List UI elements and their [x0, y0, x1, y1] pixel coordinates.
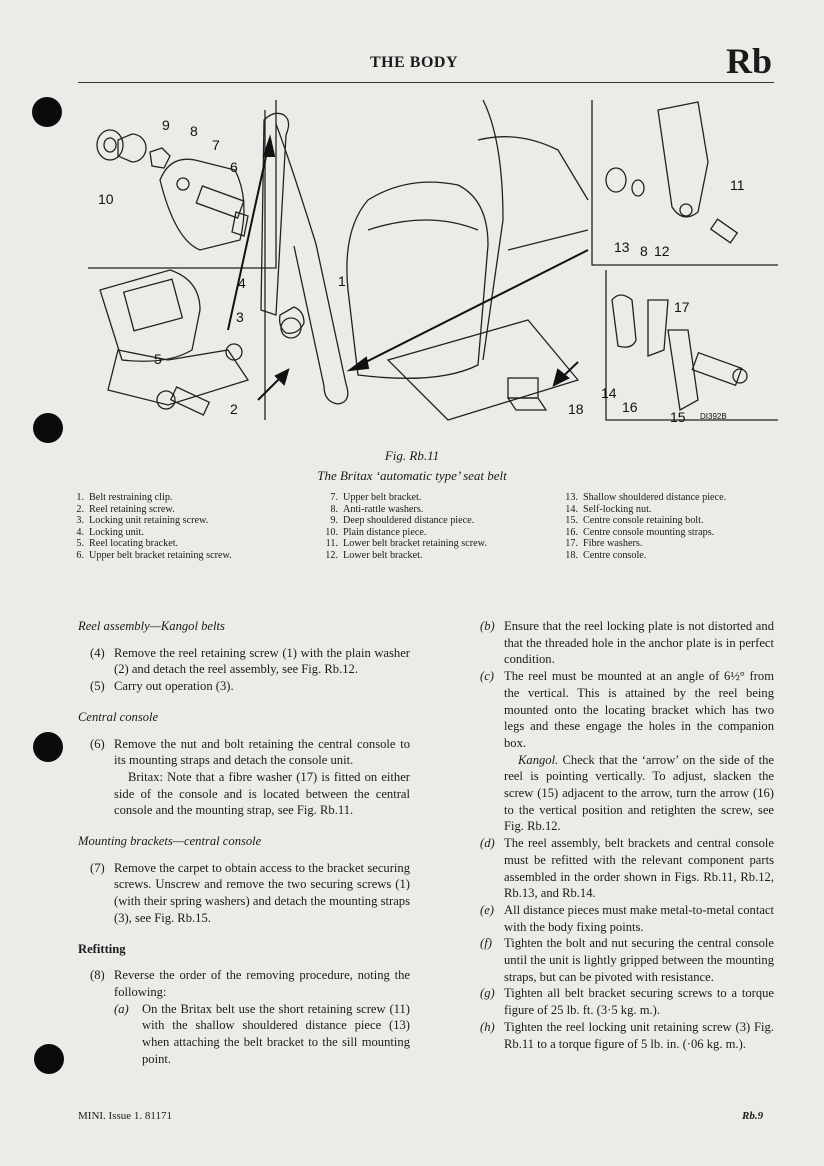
- operation-6-note: Britax: Note that a fibre washer (17) is fitted on either side of the console and is located between the central console and the mounting strap, see Fig. Rb.11.: [114, 769, 410, 818]
- callout-1: 1: [338, 273, 346, 289]
- section-heading: Mounting brackets—central console: [78, 834, 262, 849]
- legend-col-1: [60, 492, 232, 562]
- callout-6: 6: [230, 159, 238, 175]
- operation-5: (5) Carry out operation (3).: [90, 679, 234, 694]
- text-column-right: [480, 618, 774, 1052]
- operation-6: (6) Remove the nut and bolt retaining the central console to its mounting straps and detach the console unit.: [90, 736, 410, 768]
- section-heading: Reel assembly—Kangol belts: [78, 619, 225, 633]
- page-number: Rb.9: [742, 1110, 764, 1122]
- legend-item: 4. Locking unit.: [76, 526, 144, 538]
- callout-16: 16: [622, 399, 638, 415]
- operation-8: (8) Reverse the order of the removing procedure, noting the following:: [90, 968, 410, 999]
- step-g: (g) Tighten all belt bracket securing screws to a torque figure of 25 lb. ft. (3·5 kg. m.).: [480, 986, 774, 1018]
- legend-item: 7. Upper belt bracket.: [330, 492, 422, 503]
- legend-item: 12. Lower belt bracket.: [325, 549, 423, 561]
- step-d: (d) The reel assembly, belt brackets and central console must be refitted with the relevant component parts assembled in the order shown in Figs. Rb.11, Rb.12, Rb.13, and Rb.14.: [480, 836, 774, 901]
- step-b: (b) Ensure that the reel locking plate is not distorted and that the threaded hole in the anchor plate is in perfect condition.: [480, 619, 774, 667]
- legend-col-3: [554, 492, 726, 562]
- step-f: (f) Tighten the bolt and nut securing the central console until the unit is lightly gripped between the mounting straps, but can be pivoted with resistance.: [480, 936, 774, 984]
- binder-hole: [32, 97, 62, 127]
- callout-17: 17: [674, 299, 690, 315]
- callout-11: 11: [730, 177, 745, 193]
- legend-item: 8. Anti-rattle washers.: [330, 503, 424, 515]
- legend-item: 5. Reel locating bracket.: [76, 538, 179, 550]
- callout-18: 18: [568, 401, 584, 417]
- section-heading: Central console: [78, 709, 159, 724]
- callout-15: 15: [670, 409, 686, 425]
- step-e: (e) All distance pieces must make metal-to-metal contact with the body fixing points.: [480, 902, 774, 934]
- step-h: (h) Tighten the reel locking unit retaining screw (3) Fig. Rb.11 to a torque figure of 5 lb. in. (·06 kg. m.).: [480, 1019, 774, 1051]
- operation-4: (4) Remove the reel retaining screw (1) with the plain washer (2) and detach the reel assembly, see Fig. Rb.12.: [90, 645, 410, 677]
- drawing-code: DI392B: [700, 412, 727, 421]
- figure-subtitle: The Britax ‘automatic type’ seat belt: [317, 468, 507, 483]
- binder-hole: [33, 732, 63, 762]
- legend-col-2: [314, 492, 487, 562]
- callout-7: 7: [212, 137, 220, 153]
- text-column-left: [78, 618, 410, 1067]
- legend-item: 11. Lower belt bracket retaining screw.: [325, 538, 487, 550]
- legend-item: 16. Centre console mounting straps.: [565, 526, 715, 538]
- step-c: (c) The reel must be mounted at an angle of 6½° from the vertical. This is attained by the reel being mounted onto the locating bracket which has two legs and these engage the holes in the companion box.: [480, 669, 774, 750]
- callout-9: 9: [162, 117, 170, 133]
- figure-caption: Fig. Rb.11: [384, 448, 440, 463]
- callout-3: 3: [236, 309, 244, 325]
- callout-2: 2: [230, 401, 238, 417]
- step-c-kangol: Kangol. Check that the ‘arrow’ on the side of the reel is pointing vertically. To adjust, slacken the screw (15) adjacent to the arrow, turn the arrow (16) to the vertical position and retighten the screw, see Fig. Rb.12.: [504, 752, 774, 834]
- binder-hole: [33, 413, 63, 443]
- step-a: (a) On the Britax belt use the short retaining screw (11) with the shallow shouldered distance piece (13) when attaching the belt bracket to the sill mounting point.: [114, 1001, 410, 1066]
- callout-14: 14: [601, 385, 617, 401]
- callout-8b: 8: [640, 243, 648, 259]
- operation-7: (7) Remove the carpet to obtain access to the bracket securing screws. Unscrew and remove the two securing screws (1) (with their spring washers) and detach the mounting straps (3), see Fig. Rb.15.: [90, 860, 410, 925]
- legend-item: 3. Locking unit retaining screw.: [76, 515, 209, 527]
- callout-13: 13: [614, 239, 630, 255]
- callout-8: 8: [190, 123, 198, 139]
- legend-item: 9. Deep shouldered distance piece.: [330, 515, 475, 527]
- callout-12: 12: [654, 243, 670, 259]
- callout-4: 4: [238, 275, 246, 291]
- legend-item: 13. Shallow shouldered distance piece.: [565, 492, 727, 503]
- legend-item: 1. Belt restraining clip.: [76, 492, 173, 503]
- callout-10: 10: [98, 191, 114, 207]
- footer-issue: MINI. Issue 1. 81171: [78, 1110, 172, 1122]
- legend-item: 2. Reel retaining screw.: [76, 503, 175, 515]
- section-code: Rb: [726, 41, 773, 81]
- callout-5: 5: [154, 351, 162, 367]
- seat-belt-exploded-diagram: [88, 100, 778, 440]
- legend-item: 15. Centre console retaining bolt.: [565, 515, 704, 527]
- legend-item: 10. Plain distance piece.: [325, 526, 427, 538]
- section-heading: Refitting: [78, 941, 126, 956]
- legend-item: 17. Fibre washers.: [565, 538, 643, 550]
- page-title: THE BODY: [370, 54, 459, 71]
- legend-item: 14. Self-locking nut.: [565, 503, 652, 515]
- binder-hole: [34, 1044, 64, 1074]
- header-rule: [78, 82, 774, 83]
- legend-item: 6. Upper belt bracket retaining screw.: [76, 549, 232, 561]
- legend-item: 18. Centre console.: [565, 549, 647, 561]
